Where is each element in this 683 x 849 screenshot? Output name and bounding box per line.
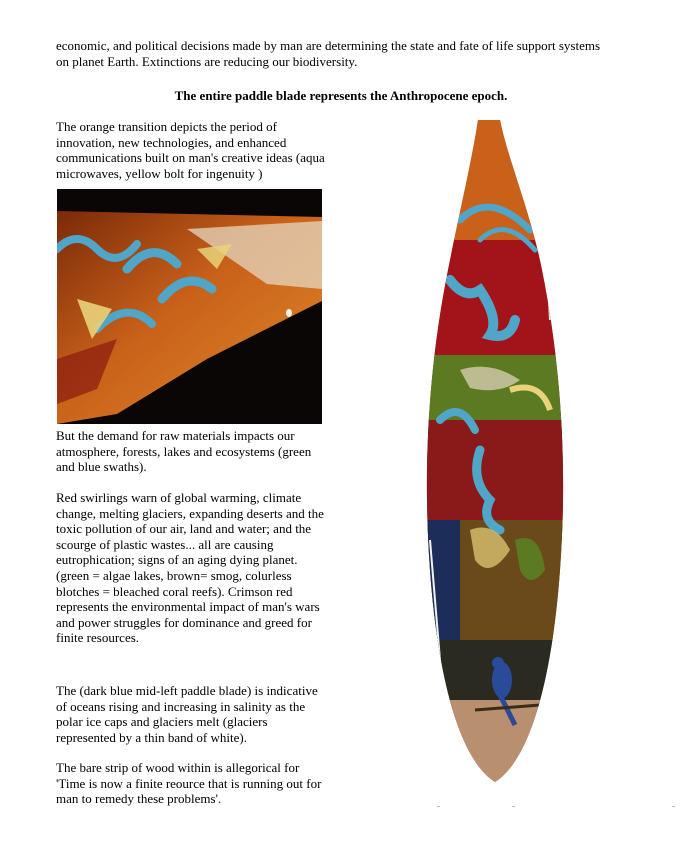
paragraph-orange-transition: The orange transition depicts the period of innovation, new technologies, and enhanced communications built on man's creative ideas (aqua microwaves, yellow bolt for ingenuity ): [56, 119, 325, 181]
painted-paddle-image: [420, 120, 570, 785]
scan-speck: [437, 806, 440, 807]
section-heading: The entire paddle blade represents the Anthropocene epoch.: [174, 88, 508, 103]
paragraph-red-swirlings: Red swirlings warn of global warming, climate change, melting glaciers, expanding deserts and the toxic pollution of our air, land and water; and the scourge of plastic wastes... all are causing eutrophication; signs of an aging dying planet. (green = algae lakes, brown= smog, colurless blotches = bleached coral reefs). Crimson red represents the environmental impact of man's wars and power struggles for dominance and greed for finite resources.: [56, 490, 324, 646]
paddle-closeup-photo: [57, 189, 322, 424]
paragraph-dark-blue: The (dark blue mid-left paddle blade) is indicative of oceans rising and increasing in salinity as the polar ice caps and glaciers melt (glaciers represented by a thin band of white).: [56, 683, 318, 745]
scan-speck: [512, 806, 515, 807]
intro-text: economic, and political decisions made by man are determining the state and fate of life support systems on planet Earth. Extinctions are reducing our biodiversity.: [56, 38, 601, 69]
paragraph-raw-materials: But the demand for raw materials impacts our atmosphere, forests, lakes and ecosystems (green and blue swaths).: [56, 428, 312, 475]
paragraph-bare-strip: The bare strip of wood within is allegorical for 'Time is now a finite reource that is running out for man to remedy these problems'.: [56, 760, 322, 807]
scan-speck: [672, 806, 675, 807]
